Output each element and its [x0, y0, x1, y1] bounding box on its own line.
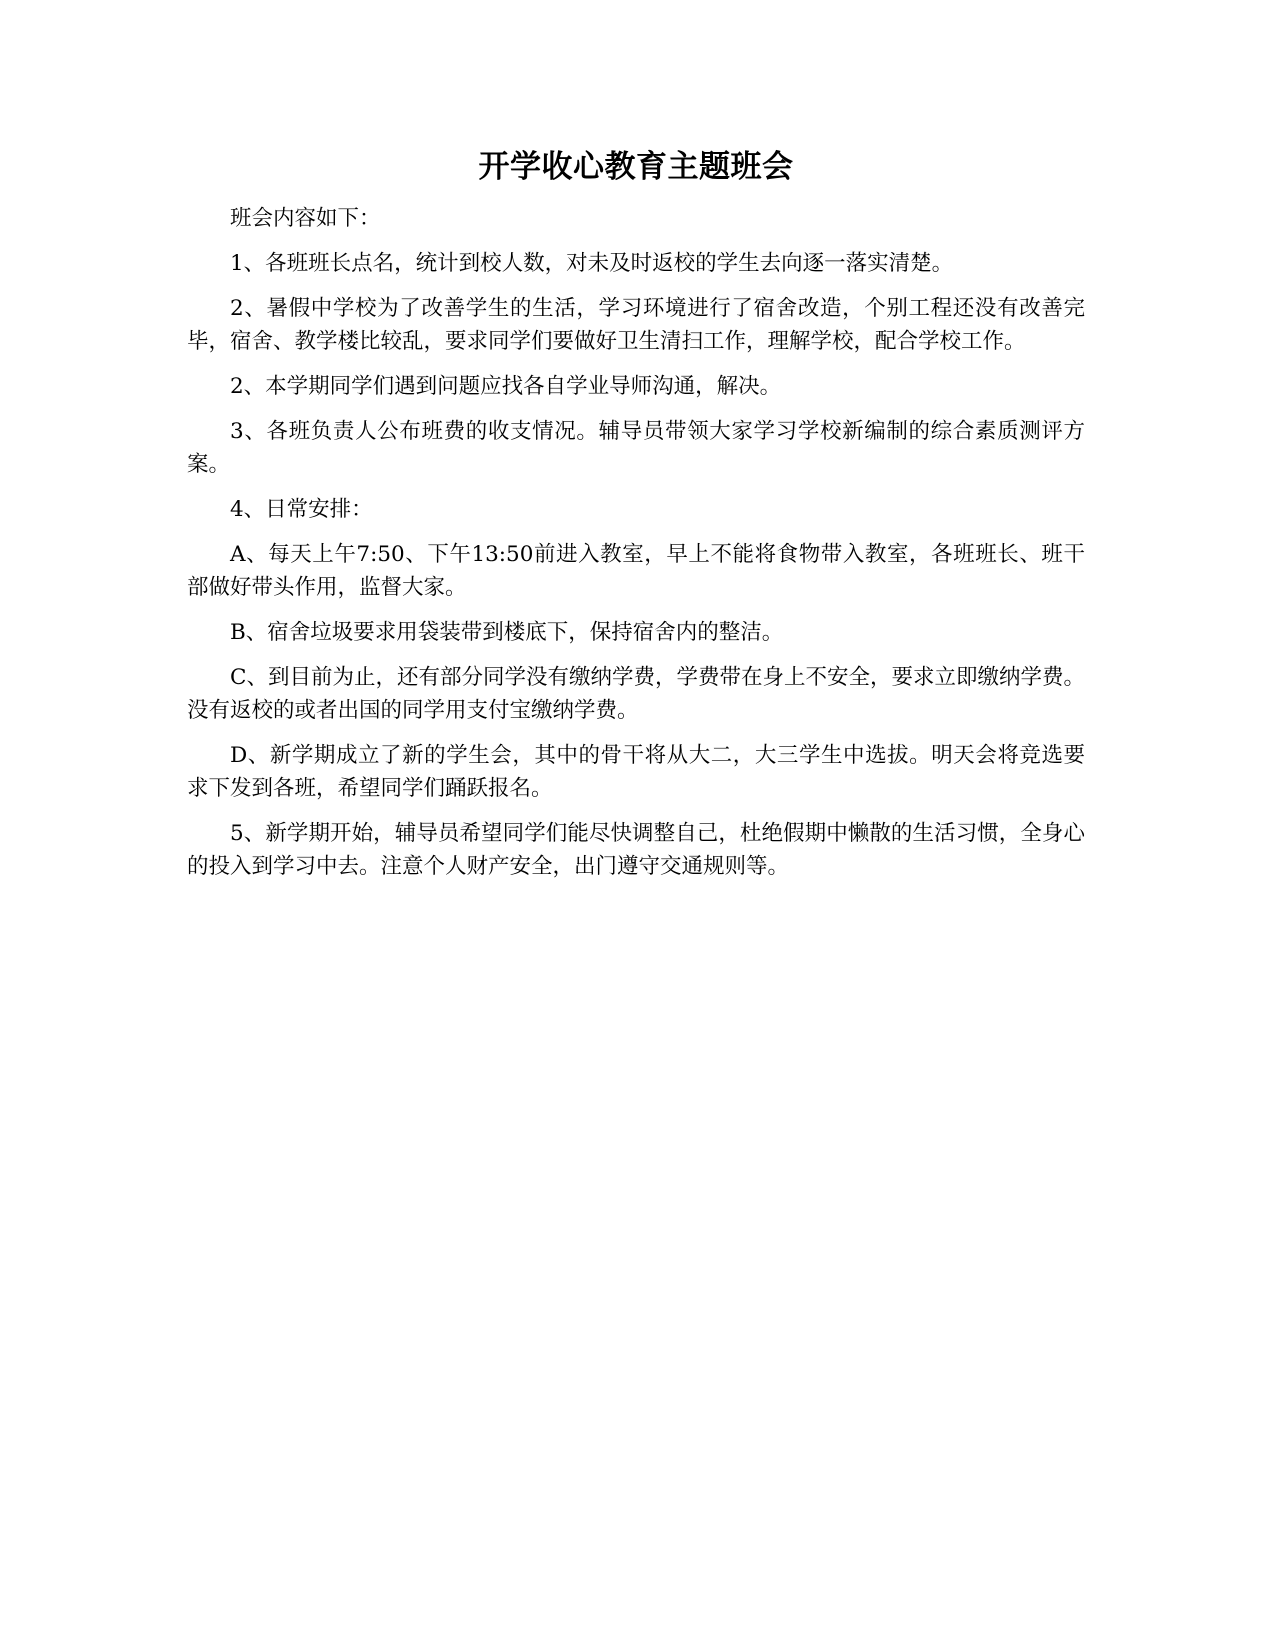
item-5-paragraph: 5、新学期开始，辅导员希望同学们能尽快调整自己，杜绝假期中懒散的生活习惯，全身心的投入到学习中去。注意个人财产安全，出门遵守交通规则等。	[187, 821, 1085, 879]
item-2-tutor-paragraph: 2、本学期同学们遇到问题应找各自学业导师沟通，解决。	[230, 374, 782, 399]
document-title: 开学收心教育主题班会	[478, 149, 794, 185]
intro-paragraph: 班会内容如下：	[230, 206, 381, 231]
item-2-dormitory-paragraph: 2、暑假中学校为了改善学生的生活，学习环境进行了宿舍改造，个别工程还没有改善完毕，宿舍、教学楼比较乱，要求同学们要做好卫生清扫工作，理解学校，配合学校工作。	[187, 296, 1085, 354]
item-4c-paragraph: C、到目前为止，还有部分同学没有缴纳学费，学费带在身上不安全，要求立即缴纳学费。没有返校的或者出国的同学用支付宝缴纳学费。	[187, 665, 1085, 723]
item-3-paragraph: 3、各班负责人公布班费的收支情况。辅导员带领大家学习学校新编制的综合素质测评方案。	[187, 419, 1085, 477]
item-4b-paragraph: B、宿舍垃圾要求用袋装带到楼底下，保持宿舍内的整洁。	[230, 620, 784, 645]
item-4a-paragraph: A、每天上午7:50、下午13:50前进入教室，早上不能将食物带入教室，各班班长、班干部做好带头作用，监督大家。	[187, 542, 1085, 600]
document-body	[187, 140, 1085, 883]
item-1-paragraph: 1、各班班长点名，统计到校人数，对未及时返校的学生去向逐一落实清楚。	[230, 251, 954, 276]
item-4-heading: 4、日常安排：	[230, 497, 373, 522]
item-4d-paragraph: D、新学期成立了新的学生会，其中的骨干将从大二，大三学生中选拔。明天会将竞选要求下发到各班，希望同学们踊跃报名。	[187, 743, 1085, 801]
